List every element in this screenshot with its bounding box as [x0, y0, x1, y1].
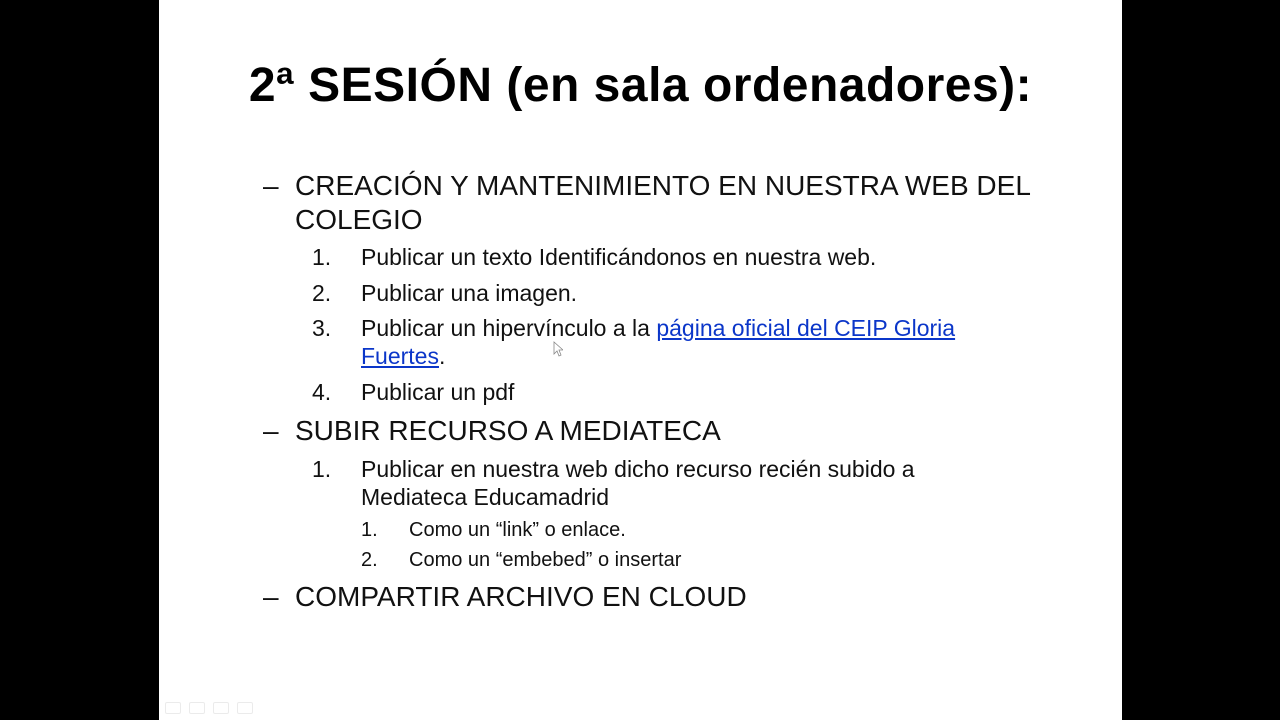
number-marker: 1. — [312, 456, 332, 482]
bullet-text: COMPARTIR ARCHIVO EN CLOUD — [295, 581, 747, 612]
pen-tool-icon[interactable] — [189, 702, 205, 714]
sub-numbered-text: Como un “link” o enlace. — [409, 519, 626, 541]
number-marker: 1. — [361, 519, 378, 541]
numbered-text: Publicar una imagen. — [361, 280, 578, 306]
bullet-text: CREACIÓN Y MANTENIMIENTO EN NUESTRA WEB DEL — [295, 170, 1031, 201]
number-marker: 3. — [312, 315, 332, 341]
slide-menu-icon[interactable] — [213, 702, 229, 714]
slideshow-toolbar[interactable] — [165, 702, 253, 714]
period-text: . — [438, 343, 446, 369]
numbered-text: Publicar un texto Identificándonos en nuestra web. — [361, 244, 877, 270]
mouse-pointer-icon — [553, 341, 563, 357]
previous-slide-icon[interactable] — [165, 702, 181, 714]
presentation-slide — [159, 0, 1122, 720]
dash-marker: – — [263, 170, 279, 201]
numbered-text: Publicar en nuestra web dicho recurso recién subido a — [361, 456, 915, 482]
number-marker: 4. — [312, 379, 332, 405]
numbered-item-3-continuation — [361, 343, 445, 370]
bullet-text-continuation — [295, 204, 423, 236]
number-marker: 1. — [312, 244, 332, 270]
numbered-item-mediateca-continuation — [361, 484, 609, 511]
next-slide-icon[interactable] — [237, 702, 253, 714]
sub-numbered-text: Como un “embebed” o insertar — [409, 549, 682, 571]
bullet-text: SUBIR RECURSO A MEDIATECA — [295, 415, 721, 446]
numbered-text-line2: Mediateca Educamadrid — [361, 484, 610, 510]
bullet-text-line2: COLEGIO — [295, 204, 423, 235]
numbered-text: Publicar un pdf — [361, 379, 515, 405]
ceip-gloria-fuertes-link-line2[interactable]: Fuertes — [361, 343, 439, 369]
dash-marker: – — [263, 581, 279, 612]
slide-title: 2ª SESIÓN (en sala ordenadores): — [248, 59, 1033, 112]
numbered-text: Publicar un hipervínculo a la — [361, 315, 657, 341]
ceip-gloria-fuertes-link[interactable]: página oficial del CEIP Gloria — [656, 315, 956, 341]
dash-marker: – — [263, 415, 279, 446]
number-marker: 2. — [361, 549, 378, 571]
number-marker: 2. — [312, 280, 332, 306]
